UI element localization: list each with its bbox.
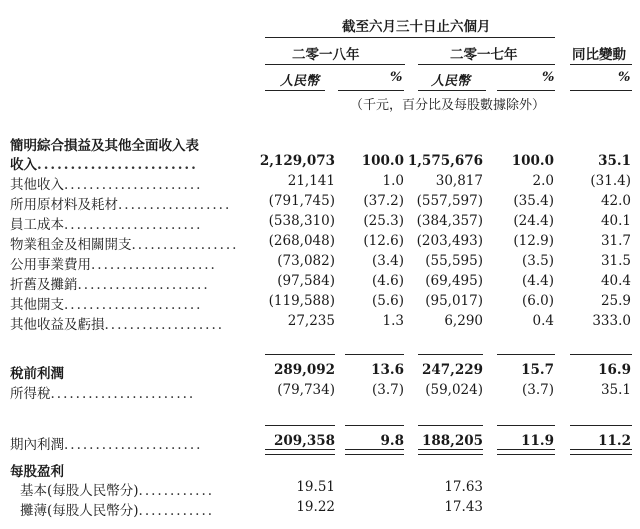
row-value: 13.6 — [371, 362, 404, 378]
row-value: 2.0 — [532, 173, 554, 189]
row-value: 27,235 — [287, 313, 335, 329]
row-value: (791,745) — [268, 193, 335, 209]
profit-top-rule-2 — [345, 425, 404, 426]
yoy-change-header: 同比變動 — [572, 47, 626, 63]
row-label: 稅前利潤 — [10, 366, 64, 382]
row-leader-dots: ...................... — [64, 177, 203, 193]
eps-diluted-dots: ............ — [138, 503, 215, 519]
eps-basic-2018: 19.51 — [296, 479, 335, 495]
profit-top-rule-4 — [497, 425, 555, 426]
row-leader-dots: ...................... — [64, 217, 203, 233]
row-leader-dots: ...................... — [64, 437, 203, 453]
pretax-top-rule-5 — [570, 354, 632, 355]
row-label: 所用原材料及耗材 — [10, 197, 118, 213]
period-title: 截至六月三十日止六個月 — [342, 19, 491, 35]
row-label: 員工成本 — [10, 217, 64, 233]
eps-basic-dots: ............ — [138, 483, 215, 499]
row-label: 其他收入 — [10, 177, 64, 193]
row-value: 188,205 — [421, 433, 483, 449]
row-value: (97,584) — [277, 273, 335, 289]
profit-top-rule-1 — [265, 425, 335, 426]
profit-top-rule-3 — [418, 425, 483, 426]
row-value: 209,358 — [273, 433, 335, 449]
table-row — [0, 193, 640, 211]
row-value: 15.7 — [521, 362, 554, 378]
table-row — [0, 173, 640, 191]
row-value: (4.4) — [521, 273, 554, 289]
row-value: 1,575,676 — [407, 153, 483, 169]
row-value: (95,017) — [425, 293, 483, 309]
row-value: (37.2) — [363, 193, 404, 209]
eps-diluted-label: 攤薄(每股人民幣分) — [20, 503, 139, 519]
row-value: 31.5 — [600, 253, 631, 269]
row-value: (4.6) — [371, 273, 404, 289]
row-value: 21,141 — [287, 173, 335, 189]
row-value: (3.4) — [371, 253, 404, 269]
year-2018-header: 二零一八年 — [292, 47, 360, 63]
row-leader-dots: .................. — [118, 197, 232, 213]
row-value: (59,024) — [425, 382, 483, 398]
row-value: 35.1 — [600, 382, 631, 398]
row-leader-dots: ....................... — [50, 386, 196, 402]
row-value: (24.4) — [513, 213, 554, 229]
row-leader-dots: ................. — [131, 237, 239, 253]
row-value: (73,082) — [277, 253, 335, 269]
eps-diluted-row — [0, 499, 640, 517]
row-label: 折舊及攤銷 — [10, 277, 78, 293]
row-leader-dots: .................... — [91, 257, 217, 273]
year-2017-header: 二零一七年 — [450, 47, 518, 63]
eps-diluted-2018: 19.22 — [296, 499, 335, 515]
table-row — [0, 273, 640, 291]
row-label: 所得稅 — [10, 386, 51, 402]
row-value: 30,817 — [435, 173, 483, 189]
row-leader-dots: ...................... — [64, 297, 203, 313]
row-value: (69,495) — [425, 273, 483, 289]
pretax-top-rule-1 — [265, 354, 335, 355]
row-value: 100.0 — [511, 153, 554, 169]
table-row — [0, 313, 640, 331]
row-value: (3.7) — [521, 382, 554, 398]
row-value: (5.6) — [371, 293, 404, 309]
row-value: (3.5) — [521, 253, 554, 269]
eps-diluted-2017: 17.43 — [444, 499, 483, 515]
eps-basic-2017: 17.63 — [444, 479, 483, 495]
table-row — [0, 233, 640, 251]
row-value: (12.9) — [513, 233, 554, 249]
pct-label-2018: % — [390, 70, 403, 85]
row-value: (119,588) — [268, 293, 335, 309]
row-value: 1.0 — [382, 173, 404, 189]
profit-double-rule-4 — [497, 449, 555, 455]
pretax-top-rule-3 — [418, 354, 483, 355]
pct-label-yoy: % — [618, 70, 631, 85]
row-value: 9.8 — [380, 433, 404, 449]
row-value: 0.4 — [532, 313, 554, 329]
table-row — [0, 153, 640, 171]
row-value: 100.0 — [361, 153, 404, 169]
row-value: (25.3) — [363, 213, 404, 229]
row-value: (6.0) — [521, 293, 554, 309]
profit-top-rule-5 — [570, 425, 632, 426]
row-value: 35.1 — [598, 153, 631, 169]
row-label: 其他開支 — [10, 297, 64, 313]
row-value: (203,493) — [416, 233, 483, 249]
row-value: 333.0 — [592, 313, 631, 329]
row-value: (79,734) — [277, 382, 335, 398]
row-value: (538,310) — [268, 213, 335, 229]
statement-title: 簡明綜合損益及其他全面收入表 — [10, 138, 199, 154]
pretax-top-rule-2 — [345, 354, 404, 355]
row-value: (31.4) — [590, 173, 631, 189]
row-value: 247,229 — [421, 362, 483, 378]
row-value: 31.7 — [600, 233, 631, 249]
pct-label-2017: % — [542, 70, 555, 85]
row-value: (3.7) — [371, 382, 404, 398]
row-value: 16.9 — [598, 362, 631, 378]
row-label: 期內利潤 — [10, 437, 64, 453]
row-value: 6,290 — [444, 313, 483, 329]
row-leader-dots: ........................ — [37, 157, 198, 173]
row-leader-dots: ................... — [104, 317, 225, 333]
table-row — [0, 362, 640, 380]
unit-note: （千元，百分比及每股數據除外） — [350, 98, 546, 113]
row-value: 11.9 — [521, 433, 554, 449]
row-value: 40.1 — [600, 213, 631, 229]
table-row — [0, 253, 640, 271]
profit-double-rule-5 — [570, 449, 632, 455]
row-value: (35.4) — [513, 193, 554, 209]
profit-double-rule-3 — [418, 449, 483, 455]
row-value: 11.2 — [598, 433, 631, 449]
row-value: 42.0 — [600, 193, 631, 209]
row-label: 收入 — [10, 157, 37, 173]
row-value: (557,597) — [416, 193, 483, 209]
profit-double-rule-1 — [265, 449, 335, 455]
eps-basic-row — [0, 479, 640, 497]
table-row — [0, 293, 640, 311]
rmb-label-2018: 人民幣 — [280, 74, 320, 89]
profit-double-rule-2 — [345, 449, 404, 455]
row-value: 40.4 — [600, 273, 631, 289]
table-row — [0, 213, 640, 231]
row-value: 25.9 — [600, 293, 631, 309]
rmb-label-2017: 人民幣 — [431, 74, 471, 89]
row-label: 物業租金及相關開支 — [10, 237, 132, 253]
eps-title: 每股盈利 — [10, 464, 64, 480]
eps-basic-label: 基本(每股人民幣分) — [20, 483, 139, 499]
row-value: (384,357) — [416, 213, 483, 229]
row-value: (268,048) — [268, 233, 335, 249]
row-label: 公用事業費用 — [10, 257, 91, 273]
pretax-top-rule-4 — [497, 354, 555, 355]
row-value: 1.3 — [382, 313, 404, 329]
row-leader-dots: ..................... — [77, 277, 210, 293]
table-row — [0, 382, 640, 400]
row-value: (12.6) — [363, 233, 404, 249]
row-value: 289,092 — [273, 362, 335, 378]
row-value: 2,129,073 — [259, 153, 335, 169]
row-value: (55,595) — [425, 253, 483, 269]
row-label: 其他收益及虧損 — [10, 317, 105, 333]
